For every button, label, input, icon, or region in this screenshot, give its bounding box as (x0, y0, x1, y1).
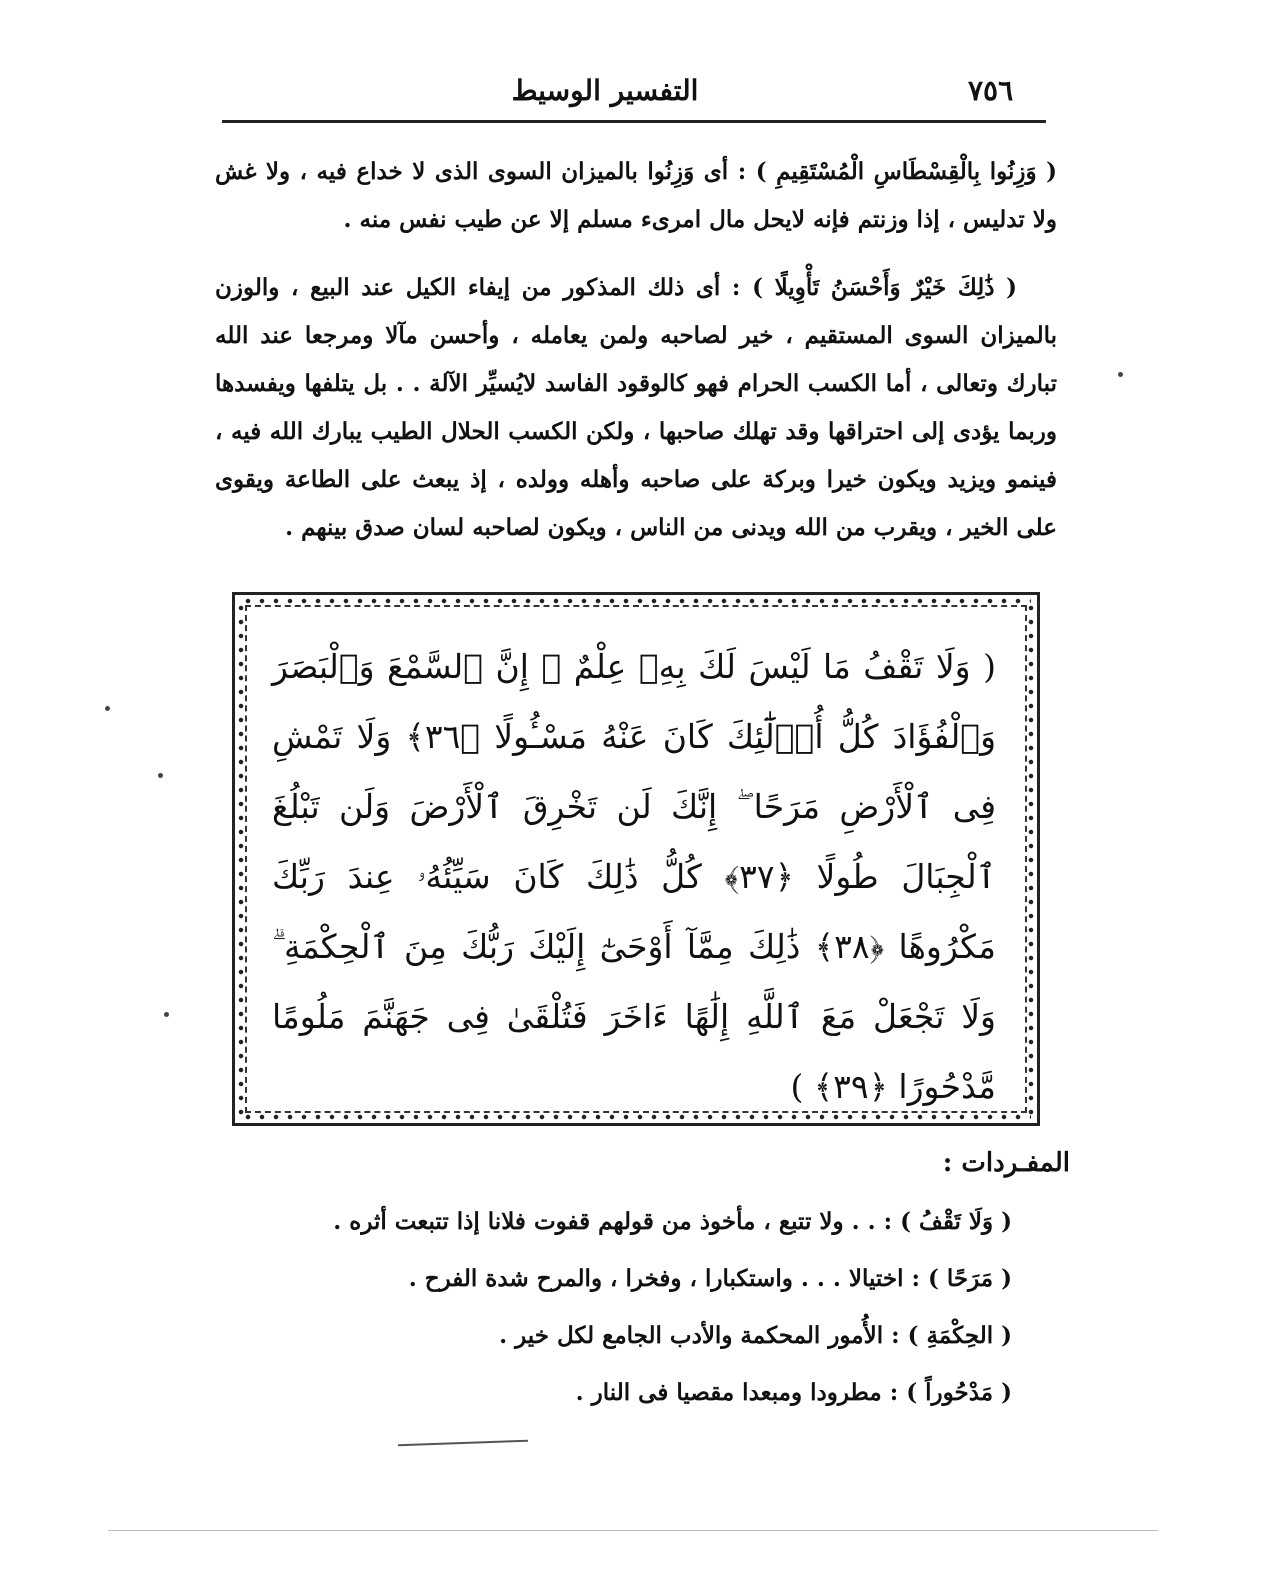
pen-scribble (398, 1440, 528, 1447)
header-rule (222, 120, 1046, 123)
frame-ornament-right (1027, 601, 1035, 1117)
vocabulary-item: ( مَدْحُوراً ) : مطرودا ومبعدا مقصيا فى النار . (575, 1379, 1012, 1406)
vocabulary-heading: المفـردات : (942, 1148, 1070, 1178)
commentary-paragraph-2: ( ذَٰلِكَ خَيْرٌ وَأَحْسَنُ تَأْوِيلًا ) : أى ذلك المذكور من إيفاء الكيل عند البيع ، والوزن بالميزان السوى المستقيم ، خير لصاحبه ولمن يعامله ، وأحسن مآلا ومرجعا عند الله تبارك وتعالى ، أما الكسب الحرام فهو كالوقود الفاسد لايُسيِّر الآلة . . بل يتلفها ويفسدها وربما يؤدى إلى احتراقها وقد تهلك صاحبها ، ولكن الكسب الحلال الطيب يبارك الله فيه ، فينمو ويزيد ويكون خيرا وبركة على صاحبه وأهله وولده ، إذ يبعث على الطاعة ويقوى على الخير ، ويقرب من الله ويدنى من الناس ، ويكون لصاحبه لسان صدق بينهم . (215, 274, 1057, 541)
scan-speck (158, 773, 163, 778)
frame-ornament-left (237, 601, 245, 1117)
commentary-paragraph-1: ( وَزِنُوا بِالْقِسْطَاسِ الْمُسْتَقِيمِ ) : أى وَزِنُوا بالميزان السوى الذى لا خداع فيه ، ولا غش ولا تدليس ، إذا وزنتم فإنه لايحل مال امرىء مسلم إلا عن طيب نفس منه . (215, 158, 1057, 233)
frame-ornament-top (241, 597, 1031, 605)
scan-speck (1118, 372, 1123, 377)
vocabulary-item: ( الحِكْمَةِ ) : الأُمور المحكمة والأدب الجامع لكل خير . (499, 1322, 1012, 1349)
scan-speck (164, 1012, 169, 1017)
vocabulary-item: ( مَرَحًا ) : اختيالا . . . واستكبارا ، وفخرا ، والمرح شدة الفرح . (408, 1265, 1012, 1292)
running-title: التفسير الوسيط (511, 74, 699, 107)
footer-rule (108, 1530, 1158, 1531)
quran-verse-text: ( وَلَا تَقْفُ مَا لَيْسَ لَكَ بِهِۦ عِلْمٌ ۚ إِنَّ ٱلسَّمْعَ وَٱلْبَصَرَ وَٱلْفُؤَادَ كُلُّ أُو۟لَٰٓئِكَ كَانَ عَنْهُ مَسْـُٔولًا ﴿٣٦﴾ وَلَا تَمْشِ فِى ٱلْأَرْضِ مَرَحًا ۖ إِنَّكَ لَن تَخْرِقَ ٱلْأَرْضَ وَلَن تَبْلُغَ ٱلْجِبَالَ طُولًا ﴿٣٧﴾ كُلُّ ذَٰلِكَ كَانَ سَيِّئُهُۥ عِندَ رَبِّكَ مَكْرُوهًا ﴿٣٨﴾ ذَٰلِكَ مِمَّآ أَوْحَىٰٓ إِلَيْكَ رَبُّكَ مِنَ ٱلْحِكْمَةِ ۗ وَلَا تَجْعَلْ مَعَ ٱللَّهِ إِلَٰهًا ءَاخَرَ فَتُلْقَىٰ فِى جَهَنَّمَ مَلُومًا مَّدْحُورًا ﴿٣٩﴾ ) (272, 647, 997, 1106)
vocabulary-item: ( وَلَا تَقْفُ ) : . . ولا تتبع ، مأخوذ من قولهم قفوت فلانا إذا تتبعت أثره . (333, 1208, 1012, 1235)
page-number: ٧٥٦ (968, 74, 1014, 107)
scan-speck (105, 706, 110, 711)
